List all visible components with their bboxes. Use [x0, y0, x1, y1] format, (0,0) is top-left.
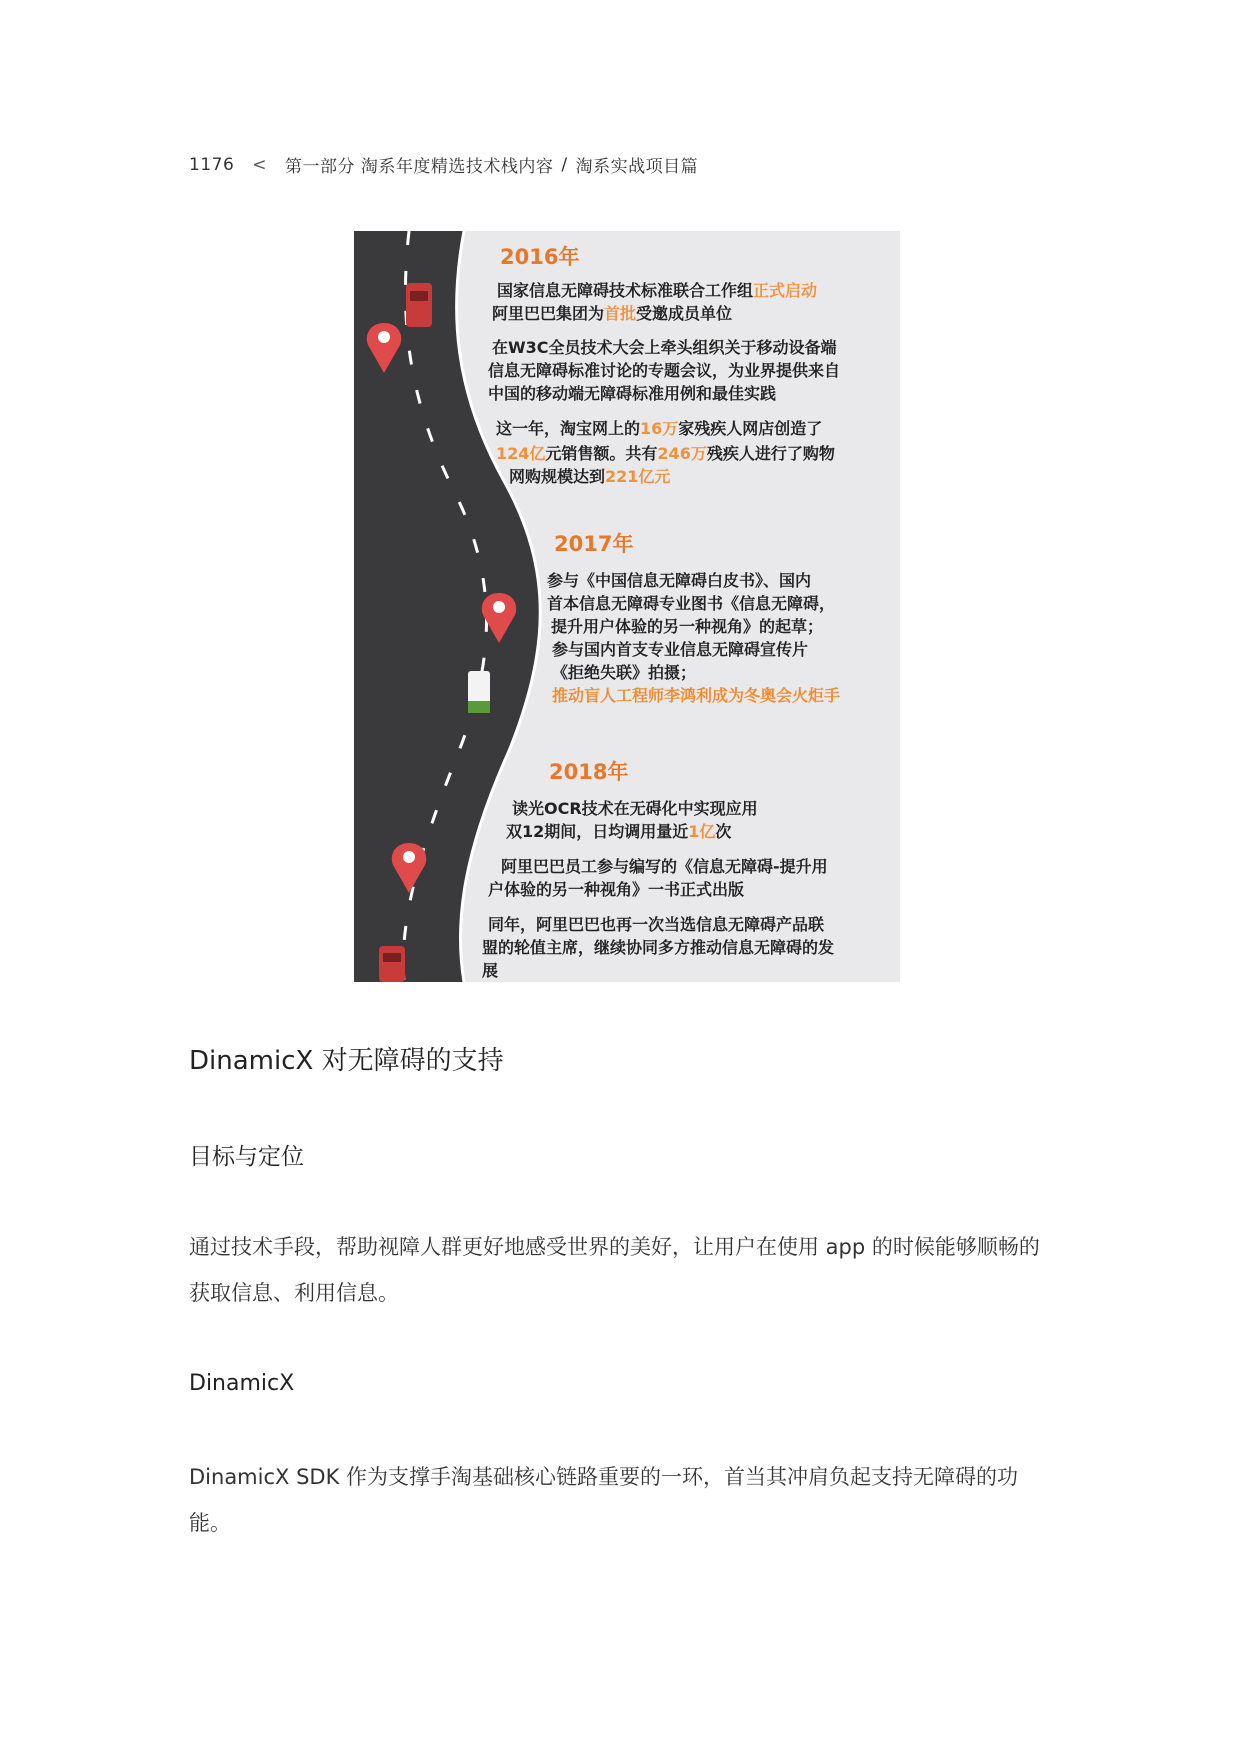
tl-2016-line1: 国家信息无障碍技术标准联合工作组正式启动 — [497, 281, 818, 300]
tl-2017-line6: 推动盲人工程师李鸿利成为冬奥会火炬手 — [552, 686, 841, 705]
subsection-heading-goal: 目标与定位 — [189, 1144, 304, 1170]
tl-2018-line6: 盟的轮值主席，继续协同多方推动信息无障碍的发 — [482, 938, 835, 957]
timeline-infographic — [354, 231, 900, 982]
tl-2017-line2: 首本信息无障碍专业图书《信息无障碍， — [547, 594, 836, 613]
tl-2018-line1: 读光OCR技术在无碍化中实现应用 — [512, 799, 758, 818]
section-title: 第一部分 淘系年度精选技术栈内容 — [285, 157, 554, 177]
green-truck-icon — [468, 671, 490, 713]
running-header — [189, 152, 698, 177]
year-2017: 2017年 — [554, 532, 634, 556]
header-divider: / — [561, 154, 568, 175]
tl-2018-line5: 同年，阿里巴巴也再一次当选信息无障碍产品联 — [488, 915, 825, 934]
chapter-title: 淘系实战项目篇 — [575, 157, 699, 177]
tl-2017-line4: 参与国内首支专业信息无障碍宣传片 — [552, 640, 809, 659]
subsection-heading-dinamicx: DinamicX — [189, 1371, 295, 1396]
red-car-top-icon — [406, 283, 432, 327]
paragraph-dinamicx: DinamicX SDK 作为支撑手淘基础核心链路重要的一环，首当其冲肩负起支持无障碍的功能。 — [189, 1465, 1019, 1535]
tl-2016-line4: 信息无障碍标准讨论的专题会议，为业界提供来自 — [488, 361, 841, 380]
tl-2018-line7: 展 — [482, 961, 499, 980]
red-car-bottom-icon — [379, 946, 405, 982]
tl-2017-line3: 提升用户体验的另一种视角》的起草； — [551, 617, 824, 636]
page-number: 1176 — [189, 154, 235, 175]
tl-2017-line5: 《拒绝失联》拍摄； — [552, 663, 697, 682]
year-2018: 2018年 — [549, 760, 629, 784]
year-2016: 2016年 — [500, 245, 580, 269]
tl-2016-line3: 在W3C全员技术大会上牵头组织关于移动设备端 — [492, 338, 837, 357]
tl-2016-line6: 这一年，淘宝网上的16万家残疾人网店创造了 — [496, 419, 823, 438]
tl-2016-line8: 网购规模达到221亿元 — [509, 467, 671, 486]
tl-2016-line5: 中国的移动端无障碍标准用例和最佳实践 — [488, 384, 777, 403]
paragraph-goal: 通过技术手段，帮助视障人群更好地感受世界的美好，让用户在使用 app 的时候能够顺畅的获取信息、利用信息。 — [189, 1235, 1040, 1305]
tl-2018-line2: 双12期间，日均调用量近1亿次 — [506, 822, 732, 841]
tl-2018-line3: 阿里巴巴员工参与编写的《信息无障碍-提升用 — [501, 857, 828, 876]
section-heading: DinamicX 对无障碍的支持 — [189, 1046, 504, 1076]
tl-2016-line7: 124亿元销售额。共有246万残疾人进行了购物 — [496, 444, 835, 463]
tl-2016-line2: 阿里巴巴集团为首批受邀成员单位 — [492, 304, 733, 323]
tl-2018-line4: 户体验的另一种视角》一书正式出版 — [488, 880, 745, 899]
back-arrow-icon: < — [252, 154, 268, 175]
tl-2017-line1: 参与《中国信息无障碍白皮书》、国内 — [547, 571, 812, 590]
